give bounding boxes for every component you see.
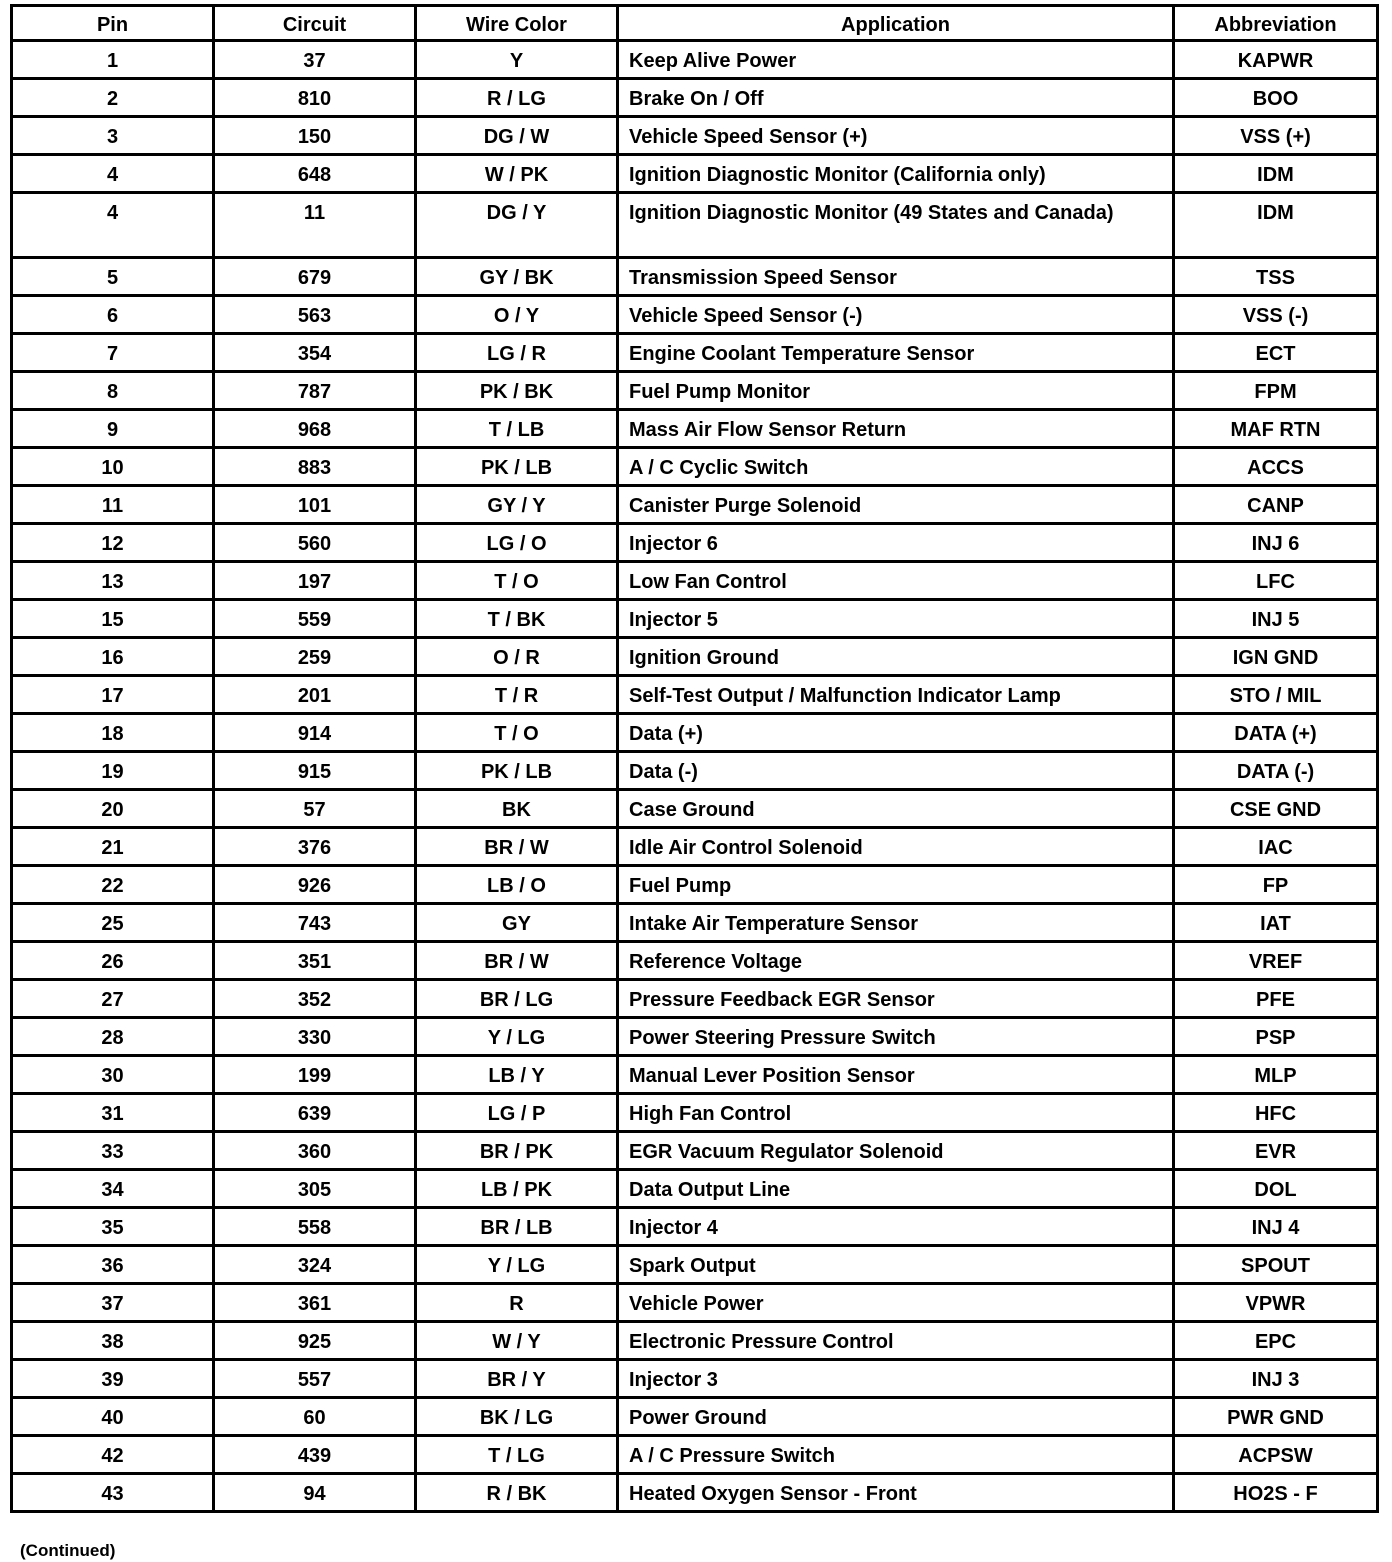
table-row — [12, 904, 1378, 942]
table-row — [12, 980, 1378, 1018]
cell-application: Idle Air Control Solenoid — [618, 828, 1174, 866]
cell-application: Electronic Pressure Control — [618, 1322, 1174, 1360]
cell-application: Intake Air Temperature Sensor — [618, 904, 1174, 942]
table-row — [12, 828, 1378, 866]
cell-application: Injector 3 — [618, 1360, 1174, 1398]
cell-wire-color: BK / LG — [416, 1398, 618, 1436]
cell-wire-color: O / Y — [416, 296, 618, 334]
cell-circuit: 94 — [214, 1474, 416, 1512]
table-row — [12, 1018, 1378, 1056]
cell-pin: 38 — [12, 1322, 214, 1360]
cell-wire-color: R / BK — [416, 1474, 618, 1512]
cell-circuit: 351 — [214, 942, 416, 980]
cell-circuit: 968 — [214, 410, 416, 448]
cell-circuit: 560 — [214, 524, 416, 562]
cell-wire-color: LB / O — [416, 866, 618, 904]
cell-application: Mass Air Flow Sensor Return — [618, 410, 1174, 448]
cell-circuit: 324 — [214, 1246, 416, 1284]
cell-abbreviation: CSE GND — [1174, 790, 1378, 828]
cell-circuit: 305 — [214, 1170, 416, 1208]
cell-pin: 21 — [12, 828, 214, 866]
table-row — [12, 1474, 1378, 1512]
cell-wire-color: BR / LB — [416, 1208, 618, 1246]
cell-abbreviation: DOL — [1174, 1170, 1378, 1208]
table-row — [12, 1360, 1378, 1398]
cell-circuit: 810 — [214, 79, 416, 117]
cell-pin: 10 — [12, 448, 214, 486]
cell-application: Self-Test Output / Malfunction Indicator Lamp — [618, 676, 1174, 714]
cell-abbreviation: CANP — [1174, 486, 1378, 524]
cell-pin: 2 — [12, 79, 214, 117]
cell-pin: 6 — [12, 296, 214, 334]
cell-pin: 27 — [12, 980, 214, 1018]
cell-pin: 26 — [12, 942, 214, 980]
cell-wire-color: T / O — [416, 714, 618, 752]
table-body — [12, 41, 1378, 1512]
cell-application: Case Ground — [618, 790, 1174, 828]
table-row — [12, 448, 1378, 486]
cell-pin: 4 — [12, 193, 214, 258]
cell-application: Transmission Speed Sensor — [618, 258, 1174, 296]
cell-application: A / C Cyclic Switch — [618, 448, 1174, 486]
cell-pin: 20 — [12, 790, 214, 828]
cell-pin: 11 — [12, 486, 214, 524]
cell-pin: 33 — [12, 1132, 214, 1170]
cell-circuit: 558 — [214, 1208, 416, 1246]
cell-abbreviation: VSS (-) — [1174, 296, 1378, 334]
cell-abbreviation: EVR — [1174, 1132, 1378, 1170]
cell-abbreviation: VSS (+) — [1174, 117, 1378, 155]
table-row — [12, 600, 1378, 638]
cell-application: Data (+) — [618, 714, 1174, 752]
cell-circuit: 352 — [214, 980, 416, 1018]
cell-abbreviation: FP — [1174, 866, 1378, 904]
cell-abbreviation: BOO — [1174, 79, 1378, 117]
header-pin: Pin — [12, 6, 214, 41]
cell-pin: 7 — [12, 334, 214, 372]
cell-wire-color: BR / W — [416, 828, 618, 866]
cell-circuit: 557 — [214, 1360, 416, 1398]
cell-circuit: 679 — [214, 258, 416, 296]
table-row — [12, 1246, 1378, 1284]
cell-application: Ignition Ground — [618, 638, 1174, 676]
cell-abbreviation: STO / MIL — [1174, 676, 1378, 714]
table-row — [12, 41, 1378, 79]
cell-abbreviation: ECT — [1174, 334, 1378, 372]
header-application: Application — [618, 6, 1174, 41]
cell-circuit: 361 — [214, 1284, 416, 1322]
cell-wire-color: LG / P — [416, 1094, 618, 1132]
table-row — [12, 193, 1378, 258]
table-header-row — [12, 6, 1378, 41]
cell-wire-color: LB / Y — [416, 1056, 618, 1094]
cell-pin: 22 — [12, 866, 214, 904]
table-row — [12, 155, 1378, 193]
cell-wire-color: Y / LG — [416, 1246, 618, 1284]
cell-abbreviation: DATA (+) — [1174, 714, 1378, 752]
cell-wire-color: PK / LB — [416, 448, 618, 486]
cell-pin: 16 — [12, 638, 214, 676]
cell-wire-color: T / LB — [416, 410, 618, 448]
table-row — [12, 752, 1378, 790]
cell-circuit: 559 — [214, 600, 416, 638]
header-wire-color: Wire Color — [416, 6, 618, 41]
cell-abbreviation: INJ 3 — [1174, 1360, 1378, 1398]
cell-pin: 30 — [12, 1056, 214, 1094]
table-row — [12, 117, 1378, 155]
cell-abbreviation: INJ 5 — [1174, 600, 1378, 638]
table-row — [12, 866, 1378, 904]
cell-abbreviation: INJ 4 — [1174, 1208, 1378, 1246]
cell-circuit: 354 — [214, 334, 416, 372]
cell-pin: 28 — [12, 1018, 214, 1056]
cell-application: Fuel Pump — [618, 866, 1174, 904]
cell-wire-color: O / R — [416, 638, 618, 676]
cell-circuit: 787 — [214, 372, 416, 410]
cell-application: Ignition Diagnostic Monitor (California only) — [618, 155, 1174, 193]
cell-pin: 13 — [12, 562, 214, 600]
cell-application: Fuel Pump Monitor — [618, 372, 1174, 410]
cell-abbreviation: IAT — [1174, 904, 1378, 942]
table-row — [12, 79, 1378, 117]
cell-wire-color: GY — [416, 904, 618, 942]
cell-circuit: 150 — [214, 117, 416, 155]
cell-abbreviation: PWR GND — [1174, 1398, 1378, 1436]
cell-application: Brake On / Off — [618, 79, 1174, 117]
table-row — [12, 372, 1378, 410]
table-row — [12, 1208, 1378, 1246]
cell-circuit: 101 — [214, 486, 416, 524]
table-row — [12, 1094, 1378, 1132]
table-row — [12, 1322, 1378, 1360]
table-row — [12, 1436, 1378, 1474]
cell-abbreviation: TSS — [1174, 258, 1378, 296]
cell-abbreviation: IGN GND — [1174, 638, 1378, 676]
cell-wire-color: R / LG — [416, 79, 618, 117]
cell-pin: 19 — [12, 752, 214, 790]
cell-pin: 25 — [12, 904, 214, 942]
table-row — [12, 1132, 1378, 1170]
cell-application: Vehicle Power — [618, 1284, 1174, 1322]
table-row — [12, 334, 1378, 372]
cell-abbreviation: MAF RTN — [1174, 410, 1378, 448]
cell-application: Data (-) — [618, 752, 1174, 790]
table-row — [12, 1170, 1378, 1208]
cell-pin: 43 — [12, 1474, 214, 1512]
cell-circuit: 648 — [214, 155, 416, 193]
cell-circuit: 914 — [214, 714, 416, 752]
table-row — [12, 638, 1378, 676]
cell-application: EGR Vacuum Regulator Solenoid — [618, 1132, 1174, 1170]
cell-pin: 34 — [12, 1170, 214, 1208]
table-row — [12, 790, 1378, 828]
cell-application: Manual Lever Position Sensor — [618, 1056, 1174, 1094]
cell-pin: 4 — [12, 155, 214, 193]
cell-application: A / C Pressure Switch — [618, 1436, 1174, 1474]
cell-circuit: 197 — [214, 562, 416, 600]
cell-application: Pressure Feedback EGR Sensor — [618, 980, 1174, 1018]
cell-circuit: 743 — [214, 904, 416, 942]
table-row — [12, 1398, 1378, 1436]
cell-wire-color: LG / O — [416, 524, 618, 562]
cell-abbreviation: SPOUT — [1174, 1246, 1378, 1284]
cell-application: Vehicle Speed Sensor (-) — [618, 296, 1174, 334]
cell-application: Injector 4 — [618, 1208, 1174, 1246]
cell-pin: 37 — [12, 1284, 214, 1322]
table-row — [12, 942, 1378, 980]
cell-abbreviation: EPC — [1174, 1322, 1378, 1360]
cell-circuit: 360 — [214, 1132, 416, 1170]
cell-pin: 12 — [12, 524, 214, 562]
cell-circuit: 259 — [214, 638, 416, 676]
continued-note: (Continued) — [20, 1541, 116, 1560]
table-row — [12, 296, 1378, 334]
cell-wire-color: T / R — [416, 676, 618, 714]
cell-pin: 18 — [12, 714, 214, 752]
cell-abbreviation: HO2S - F — [1174, 1474, 1378, 1512]
cell-application: Injector 6 — [618, 524, 1174, 562]
cell-circuit: 199 — [214, 1056, 416, 1094]
cell-abbreviation: LFC — [1174, 562, 1378, 600]
cell-application: Power Ground — [618, 1398, 1174, 1436]
cell-abbreviation: FPM — [1174, 372, 1378, 410]
cell-circuit: 11 — [214, 193, 416, 258]
table-row — [12, 1284, 1378, 1322]
cell-abbreviation: ACCS — [1174, 448, 1378, 486]
cell-circuit: 57 — [214, 790, 416, 828]
cell-pin: 3 — [12, 117, 214, 155]
table-row — [12, 524, 1378, 562]
cell-pin: 35 — [12, 1208, 214, 1246]
cell-wire-color: LG / R — [416, 334, 618, 372]
cell-circuit: 330 — [214, 1018, 416, 1056]
cell-pin: 36 — [12, 1246, 214, 1284]
cell-wire-color: BR / LG — [416, 980, 618, 1018]
cell-wire-color: BR / PK — [416, 1132, 618, 1170]
cell-wire-color: PK / LB — [416, 752, 618, 790]
table-row — [12, 486, 1378, 524]
cell-circuit: 37 — [214, 41, 416, 79]
cell-wire-color: Y — [416, 41, 618, 79]
cell-application: Vehicle Speed Sensor (+) — [618, 117, 1174, 155]
cell-application: High Fan Control — [618, 1094, 1174, 1132]
cell-wire-color: T / LG — [416, 1436, 618, 1474]
cell-abbreviation: VPWR — [1174, 1284, 1378, 1322]
cell-abbreviation: KAPWR — [1174, 41, 1378, 79]
cell-wire-color: BR / W — [416, 942, 618, 980]
cell-pin: 9 — [12, 410, 214, 448]
cell-application: Injector 5 — [618, 600, 1174, 638]
cell-abbreviation: VREF — [1174, 942, 1378, 980]
cell-abbreviation: MLP — [1174, 1056, 1378, 1094]
cell-wire-color: R — [416, 1284, 618, 1322]
cell-circuit: 925 — [214, 1322, 416, 1360]
cell-wire-color: GY / BK — [416, 258, 618, 296]
header-abbreviation: Abbreviation — [1174, 6, 1378, 41]
cell-pin: 42 — [12, 1436, 214, 1474]
cell-pin: 8 — [12, 372, 214, 410]
cell-wire-color: GY / Y — [416, 486, 618, 524]
table-row — [12, 1056, 1378, 1094]
cell-wire-color: LB / PK — [416, 1170, 618, 1208]
cell-circuit: 883 — [214, 448, 416, 486]
cell-circuit: 376 — [214, 828, 416, 866]
cell-application: Data Output Line — [618, 1170, 1174, 1208]
cell-wire-color: Y / LG — [416, 1018, 618, 1056]
cell-wire-color: DG / W — [416, 117, 618, 155]
cell-pin: 31 — [12, 1094, 214, 1132]
cell-application: Canister Purge Solenoid — [618, 486, 1174, 524]
cell-pin: 17 — [12, 676, 214, 714]
table-row — [12, 410, 1378, 448]
table-row — [12, 676, 1378, 714]
cell-application: Ignition Diagnostic Monitor (49 States and Canada) — [618, 193, 1174, 258]
cell-application: Spark Output — [618, 1246, 1174, 1284]
cell-pin: 39 — [12, 1360, 214, 1398]
cell-application: Low Fan Control — [618, 562, 1174, 600]
cell-wire-color: T / BK — [416, 600, 618, 638]
cell-abbreviation: ACPSW — [1174, 1436, 1378, 1474]
cell-wire-color: BK — [416, 790, 618, 828]
cell-application: Heated Oxygen Sensor - Front — [618, 1474, 1174, 1512]
cell-abbreviation: PSP — [1174, 1018, 1378, 1056]
cell-abbreviation: INJ 6 — [1174, 524, 1378, 562]
table-row — [12, 714, 1378, 752]
cell-abbreviation: IDM — [1174, 155, 1378, 193]
cell-circuit: 60 — [214, 1398, 416, 1436]
pinout-table — [10, 4, 1379, 1513]
cell-wire-color: BR / Y — [416, 1360, 618, 1398]
table-row — [12, 562, 1378, 600]
cell-wire-color: W / PK — [416, 155, 618, 193]
cell-circuit: 439 — [214, 1436, 416, 1474]
cell-application: Power Steering Pressure Switch — [618, 1018, 1174, 1056]
cell-wire-color: PK / BK — [416, 372, 618, 410]
cell-pin: 40 — [12, 1398, 214, 1436]
cell-abbreviation: IDM — [1174, 193, 1378, 258]
cell-wire-color: DG / Y — [416, 193, 618, 258]
cell-wire-color: W / Y — [416, 1322, 618, 1360]
cell-pin: 1 — [12, 41, 214, 79]
cell-abbreviation: DATA (-) — [1174, 752, 1378, 790]
table-row — [12, 258, 1378, 296]
cell-circuit: 926 — [214, 866, 416, 904]
cell-circuit: 639 — [214, 1094, 416, 1132]
cell-application: Keep Alive Power — [618, 41, 1174, 79]
cell-application: Engine Coolant Temperature Sensor — [618, 334, 1174, 372]
cell-circuit: 201 — [214, 676, 416, 714]
cell-abbreviation: HFC — [1174, 1094, 1378, 1132]
cell-abbreviation: IAC — [1174, 828, 1378, 866]
cell-pin: 5 — [12, 258, 214, 296]
cell-circuit: 563 — [214, 296, 416, 334]
cell-pin: 15 — [12, 600, 214, 638]
cell-circuit: 915 — [214, 752, 416, 790]
cell-wire-color: T / O — [416, 562, 618, 600]
cell-abbreviation: PFE — [1174, 980, 1378, 1018]
header-circuit: Circuit — [214, 6, 416, 41]
cell-application: Reference Voltage — [618, 942, 1174, 980]
